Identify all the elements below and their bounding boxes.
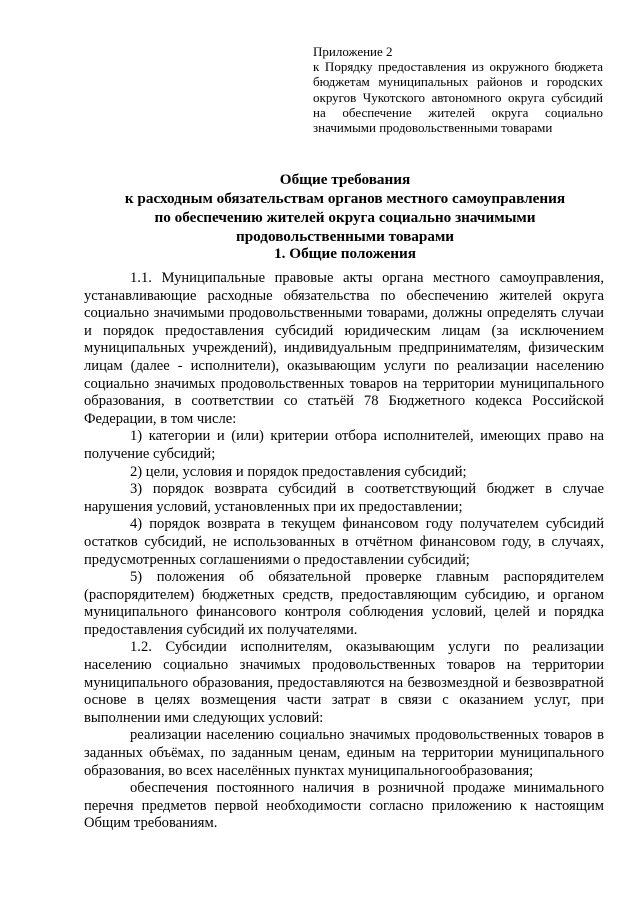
condition-item: обеспечения постоянного наличия в розничной продаже минимального перечня предметов первой необходимости согласно приложению к настоящим Общим требованиям. xyxy=(84,780,604,832)
document-body xyxy=(84,270,604,833)
annex-text: к Порядку предоставления из окружного бюджета бюджетам муниципальных районов и городских округов Чукотского автономного округа субсидий на обеспечение жителей округа социально значимыми продовольственными товарами xyxy=(313,59,603,136)
list-item: 1) категории и (или) критерии отбора исполнителей, имеющих право на получение субсидий; xyxy=(84,428,604,462)
document-title-line-3: по обеспечению жителей округа социально значимыми xyxy=(154,209,536,226)
paragraph-1-2: 1.2. Субсидии исполнителям, оказывающим услуги по реализации населению социально значимых продовольственных товаров на территории муниципального образования, предоставляются на безвозмездной и безвозвратной основе в целях возмещения части затрат в связи с оказанием услуг, при выполнении ими следующих условий: xyxy=(84,639,604,726)
section-heading: 1. Общие положения xyxy=(274,245,416,262)
list-item: 3) порядок возврата субсидий в соответствующий бюджет в случае нарушения условий, установленных при их предоставлении; xyxy=(84,481,604,515)
list-item: 2) цели, условия и порядок предоставления субсидий; xyxy=(130,463,467,480)
list-item: 5) положения об обязательной проверке главным распорядителем (распорядителем) бюджетных средств, предоставляющим субсидию, и органом муниципального финансового контроля соблюдения условий, целей и порядка предоставления субсидий их получателями. xyxy=(84,569,604,638)
document-title-line-4: продовольственными товарами xyxy=(235,228,455,245)
condition-item: реализации населению социально значимых продовольственных товаров в заданных объёмах, по заданным ценам, единым на территории муниципального образования, во всех населённых пунктах муниципальногообразования; xyxy=(84,727,604,779)
annex-reference xyxy=(313,44,603,135)
paragraph-1-1: 1.1. Муниципальные правовые акты органа местного самоуправления, устанавливающие расходные обязательства по обеспечению жителей округа социально значимыми продовольственными товарами, должны определять случаи и порядок предоставления субсидий юридическим лицам (за исключением муниципальных учреждений), индивидуальным предпринимателям, физическим лицам (далее - исполнители), оказывающим услуги по реализации населению социально значимых продовольственных товаров на территории муниципального образования, в соответствии со статьёй 78 Бюджетного кодекса Российской Федерации, в том числе: xyxy=(84,270,604,427)
document-title-line-2: к расходным обязательствам органов местного самоуправления xyxy=(124,190,566,207)
document-title-line-1: Общие требования xyxy=(279,171,411,188)
document-title xyxy=(60,170,630,246)
list-item: 4) порядок возврата в текущем финансовом году получателем субсидий остатков субсидий, не использованных в отчётном финансовом году, в случаях, предусмотренных соглашениями о предоставлении субсидий; xyxy=(84,516,604,568)
annex-title: Приложение 2 xyxy=(313,44,393,59)
